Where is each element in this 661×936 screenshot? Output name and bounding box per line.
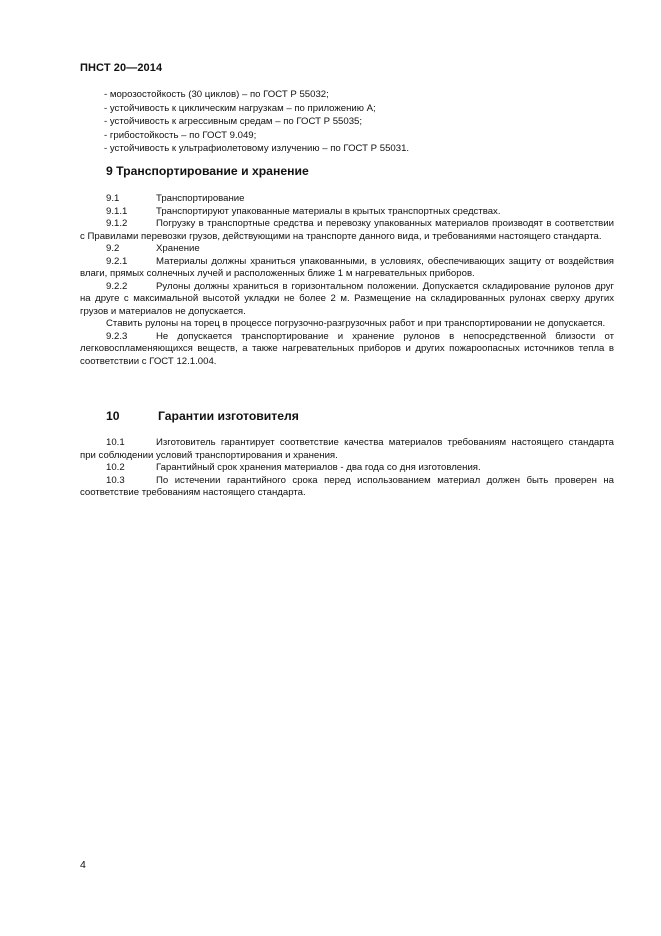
list-item: - морозостойкость (30 циклов) – по ГОСТ Р 55032; <box>104 89 329 100</box>
paragraph-9-2-2 <box>80 281 614 319</box>
clause-text: Не допускается транспортирование и хранение рулонов в непосредственной близости от легковоспламеняющихся веществ, а также нагревательных приборов и других пожароопасных источников тепла в соответствии с ГОСТ 12.1.004. <box>80 330 614 367</box>
clause-number: 9.1 <box>106 193 120 204</box>
paragraph-9-1 <box>80 193 614 206</box>
list-item: - грибостойкость – по ГОСТ 9.049; <box>104 129 257 141</box>
clause-text: Хранение <box>156 243 200 254</box>
clause-number: 9.2 <box>106 243 120 254</box>
paragraph-9-1-2 <box>80 218 614 243</box>
section-10-heading <box>106 409 626 423</box>
clause-text: Гарантийный срок хранения материалов - два года со дня изготовления. <box>156 462 481 473</box>
properties-list <box>104 88 624 156</box>
list-item: - устойчивость к ультрафиолетовому излучению – по ГОСТ Р 55031. <box>104 143 410 154</box>
paragraph-9-2-3 <box>80 331 614 369</box>
clause-number: 9.2.3 <box>106 330 128 342</box>
paragraph-10-3 <box>80 475 614 500</box>
page-number: 4 <box>80 859 86 871</box>
paragraph-9-2-1 <box>80 256 614 281</box>
clause-text: Транспортируют упакованные материалы в крытых транспортных средствах. <box>156 205 501 217</box>
paragraph-10-1 <box>80 437 614 462</box>
document-code-header: ПНСТ 20—2014 <box>80 62 163 74</box>
clause-number: 10.2 <box>106 462 125 473</box>
section-title: Гарантии изготовителя <box>158 409 299 423</box>
paragraph-9-2-2-continued: Ставить рулоны на торец в процессе погрузочно-разгрузочных работ и при транспортировании не допускается. <box>106 318 606 329</box>
section-10-body <box>80 437 614 500</box>
clause-number: 9.2.1 <box>106 255 128 267</box>
list-item: - устойчивость к циклическим нагрузкам – по приложению А; <box>104 102 376 114</box>
clause-text: Материалы должны храниться упакованными, в условиях, обеспечивающих защиту от воздействия влаги, прямых солнечных лучей и расположенных ближе 1 м нагревательных приборов. <box>80 255 614 279</box>
clause-number: 10.1 <box>106 437 125 448</box>
clause-number: 9.2.2 <box>106 280 128 292</box>
list-item: - устойчивость к агрессивным средам – по ГОСТ Р 55035; <box>104 116 363 127</box>
clause-number: 9.1.2 <box>106 218 128 229</box>
clause-number: 10.3 <box>106 474 125 486</box>
clause-text: Погрузку в транспортные средства и перевозку упакованных материалов производят в соответствии с Правилами перевозки грузов, действующими на транспорте данного вида, и требованиями настоящего стандарта. <box>80 218 614 242</box>
clause-text: Транспортирование <box>156 193 245 204</box>
paragraph-9-1-1 <box>80 206 614 219</box>
section-9-heading: 9 Транспортирование и хранение <box>106 164 309 178</box>
section-9-body <box>80 193 614 368</box>
clause-text: Изготовитель гарантирует соответствие качества материалов требованиям настоящего стандарта при соблюдении условий транспортирования и хранения. <box>80 437 614 461</box>
clause-text: Рулоны должны храниться в горизонтальном положении. Допускается складирование рулонов друг на друге с максимальной высотой укладки не более 2 м. Размещение на складированных рулонах сверху других грузов и материалов не допускается. <box>80 280 614 317</box>
paragraph-10-2 <box>80 462 614 475</box>
clause-number: 9.1.1 <box>106 205 128 217</box>
section-number: 10 <box>106 409 120 423</box>
paragraph-9-2 <box>80 243 614 256</box>
clause-text: По истечении гарантийного срока перед использованием материал должен быть проверен на соответствие требованиям настоящего стандарта. <box>80 474 614 498</box>
